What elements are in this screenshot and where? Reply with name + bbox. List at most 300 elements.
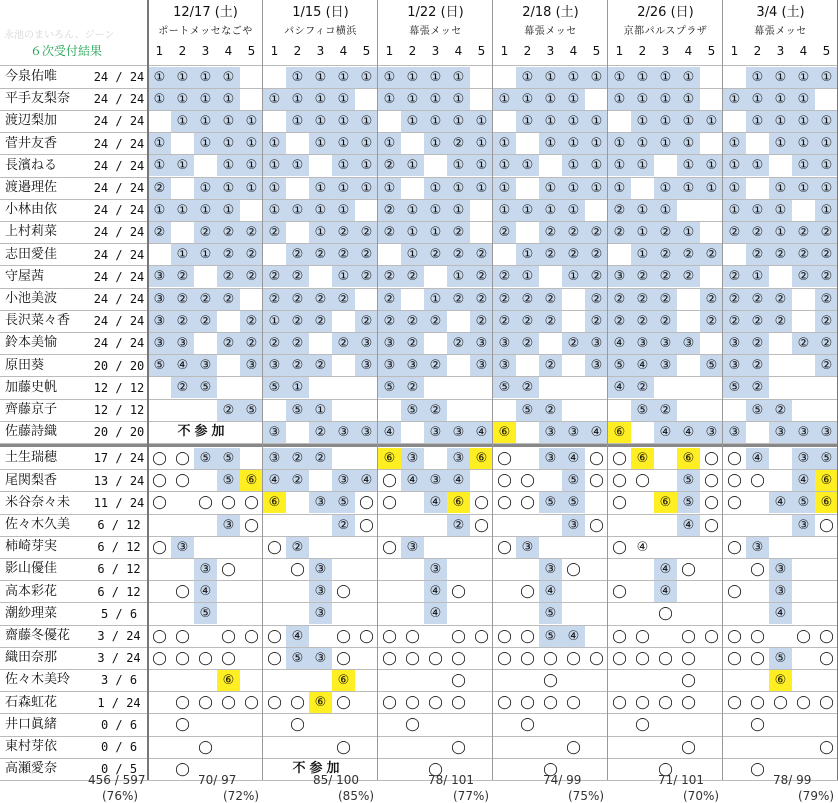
slot-cell: ◯ <box>221 561 236 577</box>
slot-cell: ③ <box>723 422 746 443</box>
slot-cell: ② <box>562 244 585 265</box>
slot-cell: ② <box>171 266 194 287</box>
slot-cell: ① <box>217 111 240 132</box>
slot-cell: ① <box>654 67 677 88</box>
member-name: 齋藤冬優花 <box>5 628 71 643</box>
slot-cell: ① <box>769 111 792 132</box>
slot-cell: ② <box>585 266 608 287</box>
slot-cell: ① <box>332 89 355 110</box>
slot-cell: ② <box>355 244 378 265</box>
slot-cell: ② <box>585 244 608 265</box>
slot-cell: ② <box>447 333 470 354</box>
slot-cell: ◯ <box>612 539 627 555</box>
slot-cell: ◯ <box>750 473 765 489</box>
slot-cell: ① <box>447 200 470 221</box>
slot-cell: ② <box>194 311 217 332</box>
slot-cell: ① <box>447 155 470 176</box>
slot-cell: ③ <box>332 422 355 443</box>
slot-number: 1 <box>730 44 739 58</box>
slot-cell: ② <box>424 244 447 265</box>
slot-cell: ⑥ <box>654 492 677 513</box>
slot-cell: ① <box>286 155 309 176</box>
slot-cell: ◯ <box>428 650 443 666</box>
slot-cell: ◯ <box>727 495 742 511</box>
slot-cell: ⑤ <box>148 355 171 376</box>
slot-cell: ① <box>631 89 654 110</box>
slot-cell: ③ <box>562 515 585 536</box>
slot-cell: ② <box>815 266 838 287</box>
slot-cell: ④ <box>562 626 585 647</box>
member-count: 13 / 24 <box>93 473 145 488</box>
slot-cell: ◯ <box>175 450 190 466</box>
member-count: 24 / 24 <box>93 136 145 151</box>
slot-cell: ⑥ <box>769 670 792 691</box>
slot-cell: ② <box>746 333 769 354</box>
slot-cell: ① <box>332 200 355 221</box>
slot-cell: ① <box>539 89 562 110</box>
slot-cell: ① <box>263 200 286 221</box>
slot-cell: ① <box>447 67 470 88</box>
slot-cell: ② <box>746 289 769 310</box>
slot-cell: ② <box>608 222 631 243</box>
slot-cell: ◯ <box>750 717 765 733</box>
slot-number: 4 <box>339 44 348 58</box>
slot-cell: ② <box>332 515 355 536</box>
slot-cell: ① <box>769 89 792 110</box>
slot-cell: ① <box>723 89 746 110</box>
member-count: 24 / 24 <box>93 114 145 129</box>
slot-cell: ① <box>194 244 217 265</box>
slot-cell: ⑤ <box>631 400 654 421</box>
member-count: 24 / 24 <box>93 203 145 218</box>
slot-cell: ◯ <box>152 650 167 666</box>
slot-cell: ① <box>723 178 746 199</box>
slot-cell: ③ <box>723 333 746 354</box>
slot-cell: ③ <box>700 422 723 443</box>
slot-cell: ① <box>148 200 171 221</box>
member-name: 石森虹花 <box>5 694 58 710</box>
slot-cell: ① <box>654 89 677 110</box>
slot-cell: ① <box>194 111 217 132</box>
slot-cell: ① <box>194 133 217 154</box>
member-name: 渡邉理佐 <box>5 180 58 195</box>
concert-date: 1/15 (日) <box>292 5 349 20</box>
slot-cell: ② <box>470 311 493 332</box>
slot-cell: ◯ <box>612 628 627 644</box>
slot-cell: ① <box>355 178 378 199</box>
group-divider <box>492 0 493 780</box>
slot-cell: ② <box>769 311 792 332</box>
slot-cell: ③ <box>447 448 470 469</box>
slot-cell: ③ <box>516 537 539 558</box>
slot-cell: ② <box>217 333 240 354</box>
slot-cell: ② <box>700 289 723 310</box>
member-name: 尾関梨香 <box>5 472 58 488</box>
concert-count: 71/ 101 <box>658 773 705 787</box>
slot-cell: ③ <box>769 581 792 602</box>
slot-cell: ① <box>769 222 792 243</box>
slot-cell: ② <box>309 289 332 310</box>
member-count: 24 / 24 <box>93 181 145 195</box>
slot-cell: ① <box>654 200 677 221</box>
slot-cell: ◯ <box>497 450 512 466</box>
slot-cell: ② <box>309 422 332 443</box>
slot-cell: ◯ <box>221 495 236 511</box>
member-name: 菅井友香 <box>5 135 58 151</box>
slot-cell: ③ <box>631 333 654 354</box>
slot-cell: ◯ <box>451 695 466 711</box>
slot-cell: ⑤ <box>677 492 700 513</box>
slot-cell: ① <box>332 266 355 287</box>
slot-cell: ② <box>792 222 815 243</box>
slot-number: 2 <box>638 44 647 58</box>
slot-cell: ① <box>378 133 401 154</box>
slot-cell: ① <box>332 133 355 154</box>
slot-cell: ① <box>539 67 562 88</box>
slot-cell: ◯ <box>359 517 374 533</box>
slot-cell: ③ <box>470 333 493 354</box>
slot-cell: ⑤ <box>746 400 769 421</box>
slot-cell: ② <box>309 448 332 469</box>
slot-cell: ③ <box>585 333 608 354</box>
slot-cell: ◯ <box>175 695 190 711</box>
slot-cell: ② <box>355 222 378 243</box>
concert-date: 12/17 (土) <box>173 5 238 20</box>
slot-cell: ① <box>447 111 470 132</box>
slot-cell: ◯ <box>819 517 834 533</box>
slot-cell: ③ <box>424 559 447 580</box>
slot-cell: ① <box>585 67 608 88</box>
slot-cell: ◯ <box>497 473 512 489</box>
member-count: 20 / 20 <box>93 358 145 373</box>
slot-cell: ① <box>631 133 654 154</box>
group-divider <box>607 0 608 780</box>
slot-cell: ① <box>631 200 654 221</box>
member-count: 24 / 24 <box>93 269 145 284</box>
member-count: 20 / 20 <box>93 425 145 440</box>
slot-cell: ① <box>263 133 286 154</box>
slot-cell: ⑤ <box>401 400 424 421</box>
slot-cell: ① <box>815 67 838 88</box>
slot-number: 4 <box>224 44 233 58</box>
slot-cell: ② <box>769 400 792 421</box>
slot-cell: ① <box>401 67 424 88</box>
slot-cell: ① <box>194 89 217 110</box>
concert-percent: (70%) <box>683 789 720 803</box>
slot-cell: ① <box>723 200 746 221</box>
slot-cell: ⑥ <box>815 492 838 513</box>
slot-cell: ⑤ <box>562 492 585 513</box>
slot-number: 1 <box>500 44 509 58</box>
slot-cell: ① <box>585 178 608 199</box>
slot-cell: ① <box>424 178 447 199</box>
slot-cell: ⑤ <box>194 377 217 398</box>
slot-cell: ⑤ <box>792 492 815 513</box>
slot-number: 3 <box>546 44 555 58</box>
slot-cell: ◯ <box>727 695 742 711</box>
slot-cell: ① <box>769 178 792 199</box>
slot-cell: ② <box>194 289 217 310</box>
member-name: 佐藤詩織 <box>5 424 58 440</box>
slot-cell: ① <box>355 155 378 176</box>
slot-number: 4 <box>684 44 693 58</box>
slot-cell: ② <box>769 289 792 310</box>
slot-cell: ◯ <box>819 739 834 755</box>
concert-venue: 幕張メッセ <box>754 26 807 37</box>
slot-cell: ◯ <box>520 717 535 733</box>
slot-cell: ① <box>309 222 332 243</box>
slot-cell: ③ <box>309 603 332 624</box>
member-count: 5 / 6 <box>100 606 138 621</box>
slot-cell: ◯ <box>635 695 650 711</box>
slot-cell: ◯ <box>566 739 581 755</box>
slot-cell: ② <box>378 311 401 332</box>
member-name: 東村芽依 <box>5 739 58 754</box>
slot-cell: ① <box>493 200 516 221</box>
slot-cell: ② <box>378 222 401 243</box>
slot-cell: ① <box>309 67 332 88</box>
slot-cell: ② <box>700 244 723 265</box>
slot-cell <box>815 714 838 735</box>
slot-cell: ② <box>217 400 240 421</box>
member-count: 24 / 24 <box>93 292 145 306</box>
slot-cell: ① <box>815 133 838 154</box>
slot-cell: ② <box>723 289 746 310</box>
slot-cell: ◯ <box>244 517 259 533</box>
slot-cell: ① <box>470 111 493 132</box>
slot-cell: ① <box>631 244 654 265</box>
slot-cell: ③ <box>263 355 286 376</box>
slot-cell: ③ <box>654 333 677 354</box>
slot-cell: ◯ <box>451 672 466 688</box>
slot-cell: ① <box>171 89 194 110</box>
slot-cell: ◯ <box>681 739 696 755</box>
slot-cell: ◯ <box>451 739 466 755</box>
member-name: 高瀬愛奈 <box>5 761 58 777</box>
slot-cell: ② <box>700 311 723 332</box>
slot-cell: ⑤ <box>608 355 631 376</box>
slot-cell: ◯ <box>566 650 581 666</box>
slot-cell: ① <box>677 89 700 110</box>
slot-cell: ① <box>677 155 700 176</box>
slot-cell: ② <box>631 377 654 398</box>
slot-cell: ① <box>493 178 516 199</box>
slot-cell: ① <box>401 244 424 265</box>
slot-cell: ② <box>332 333 355 354</box>
slot-cell: ③ <box>792 515 815 536</box>
slot-cell: ③ <box>401 537 424 558</box>
slot-cell: ◯ <box>198 739 213 755</box>
slot-number: 1 <box>155 44 164 58</box>
slot-cell: ◯ <box>428 761 443 777</box>
slot-cell: ◯ <box>152 539 167 555</box>
slot-cell: ② <box>746 222 769 243</box>
slot-cell: ② <box>194 222 217 243</box>
concert-count: 70/ 97 <box>198 773 237 787</box>
slot-cell: ② <box>217 289 240 310</box>
slot-cell: ◯ <box>612 695 627 711</box>
member-count: 3 / 24 <box>97 651 141 666</box>
slot-cell: ④ <box>263 470 286 491</box>
member-count: 24 / 24 <box>93 158 145 173</box>
slot-number: 3 <box>661 44 670 58</box>
member-name: 井口眞緒 <box>5 716 58 732</box>
slot-cell: ③ <box>171 333 194 354</box>
slot-cell: ⑥ <box>815 470 838 491</box>
slot-cell: ① <box>171 67 194 88</box>
slot-cell: ① <box>585 111 608 132</box>
slot-cell: ② <box>240 266 263 287</box>
slot-cell: ② <box>447 244 470 265</box>
slot-cell: ② <box>470 289 493 310</box>
group-divider <box>722 0 723 780</box>
slot-number: 2 <box>293 44 302 58</box>
slot-cell: ◯ <box>704 450 719 466</box>
slot-cell: ② <box>539 311 562 332</box>
slot-cell: ① <box>769 200 792 221</box>
member-name: 志田愛佳 <box>5 246 58 262</box>
slot-cell: ① <box>677 111 700 132</box>
slot-cell: ① <box>746 266 769 287</box>
slot-cell: ◯ <box>152 628 167 644</box>
slot-cell: ② <box>240 244 263 265</box>
slot-cell: ◯ <box>474 495 489 511</box>
slot-cell: ① <box>562 200 585 221</box>
slot-cell: ⑤ <box>700 355 723 376</box>
slot-cell: ① <box>217 155 240 176</box>
slot-cell: ④ <box>608 377 631 398</box>
slot-cell: ◯ <box>382 628 397 644</box>
slot-cell: ① <box>562 266 585 287</box>
slot-cell: ③ <box>447 422 470 443</box>
slot-cell: ◯ <box>612 650 627 666</box>
slot-cell: ② <box>286 448 309 469</box>
slot-cell: ① <box>516 155 539 176</box>
slot-cell: ① <box>723 155 746 176</box>
slot-cell: ① <box>286 200 309 221</box>
slot-cell: ① <box>171 244 194 265</box>
member-count: 24 / 24 <box>93 314 145 329</box>
slot-cell: ② <box>378 266 401 287</box>
slot-cell: ② <box>286 355 309 376</box>
slot-cell: ① <box>608 133 631 154</box>
slot-cell: ② <box>470 266 493 287</box>
slot-cell: ◯ <box>428 695 443 711</box>
slot-cell: ◯ <box>175 628 190 644</box>
concert-date: 2/26 (日) <box>637 5 694 20</box>
member-name: 影山優佳 <box>5 561 58 577</box>
slot-cell: ◯ <box>727 473 742 489</box>
slot-cell: ② <box>493 266 516 287</box>
slot-cell: ◯ <box>244 628 259 644</box>
slot-cell: ⑥ <box>309 692 332 713</box>
slot-cell: ◯ <box>382 650 397 666</box>
concert-count: 78/ 101 <box>428 773 475 787</box>
slot-cell: ② <box>286 537 309 558</box>
member-name: 鈴本美愉 <box>5 335 58 351</box>
member-name: 土生瑞穂 <box>5 450 58 466</box>
slot-cell: ④ <box>654 559 677 580</box>
slot-cell: ◯ <box>543 650 558 666</box>
slot-cell: ◯ <box>267 695 282 711</box>
slot-cell: ① <box>562 67 585 88</box>
slot-cell: ④ <box>585 422 608 443</box>
member-name: 佐々木美玲 <box>5 672 71 688</box>
slot-cell: ① <box>677 178 700 199</box>
slot-cell: ① <box>493 133 516 154</box>
slot-cell: ② <box>263 222 286 243</box>
slot-cell: ① <box>240 133 263 154</box>
slot-cell: ③ <box>148 311 171 332</box>
member-count: 12 / 12 <box>93 380 145 395</box>
slot-number: 4 <box>569 44 578 58</box>
slot-cell: ② <box>631 289 654 310</box>
slot-cell: ◯ <box>244 495 259 511</box>
slot-cell: ① <box>746 89 769 110</box>
slot-cell: ① <box>792 89 815 110</box>
slot-number: 2 <box>753 44 762 58</box>
slot-cell: ① <box>263 311 286 332</box>
slot-cell: ② <box>631 266 654 287</box>
slot-cell: ⑤ <box>769 648 792 669</box>
slot-cell: ① <box>194 200 217 221</box>
member-count: 11 / 24 <box>93 495 145 510</box>
slot-cell: ② <box>355 266 378 287</box>
slot-cell: ◯ <box>681 561 696 577</box>
slot-cell: ◯ <box>474 628 489 644</box>
slot-cell: ② <box>746 311 769 332</box>
slot-cell: ◯ <box>612 495 627 511</box>
slot-cell: ◯ <box>267 539 282 555</box>
slot-cell: ① <box>562 155 585 176</box>
slot-cell: ◯ <box>382 495 397 511</box>
group-divider <box>262 0 263 780</box>
slot-cell: ⑤ <box>677 470 700 491</box>
slot-cell: ④ <box>286 626 309 647</box>
slot-cell: ① <box>217 89 240 110</box>
slot-cell: ④ <box>562 448 585 469</box>
slot-cell: ⑥ <box>677 448 700 469</box>
slot-cell: ① <box>424 222 447 243</box>
slot-number: 1 <box>270 44 279 58</box>
member-name: 高本彩花 <box>5 583 58 599</box>
slot-cell: ◯ <box>681 650 696 666</box>
slot-cell: ① <box>378 178 401 199</box>
slot-cell: ① <box>401 222 424 243</box>
slot-cell: ① <box>309 133 332 154</box>
slot-cell: ① <box>148 67 171 88</box>
slot-cell: ① <box>286 89 309 110</box>
slot-number: 3 <box>316 44 325 58</box>
slot-cell: ◯ <box>704 517 719 533</box>
slot-cell: ⑥ <box>240 470 263 491</box>
slot-cell: ④ <box>355 470 378 491</box>
slot-cell: ③ <box>493 355 516 376</box>
slot-cell: ① <box>332 155 355 176</box>
member-name: 渡辺梨加 <box>5 113 58 129</box>
member-count: 3 / 6 <box>100 673 138 688</box>
slot-cell: ① <box>769 133 792 154</box>
slot-cell: ③ <box>355 333 378 354</box>
slot-cell: ① <box>401 89 424 110</box>
slot-cell: ④ <box>677 422 700 443</box>
slot-cell: ◯ <box>520 695 535 711</box>
slot-cell: ◯ <box>819 628 834 644</box>
slot-cell: ② <box>723 222 746 243</box>
slot-cell: ◯ <box>451 584 466 600</box>
concert-date: 3/4 (土) <box>756 5 805 20</box>
slot-cell: ⑥ <box>332 670 355 691</box>
